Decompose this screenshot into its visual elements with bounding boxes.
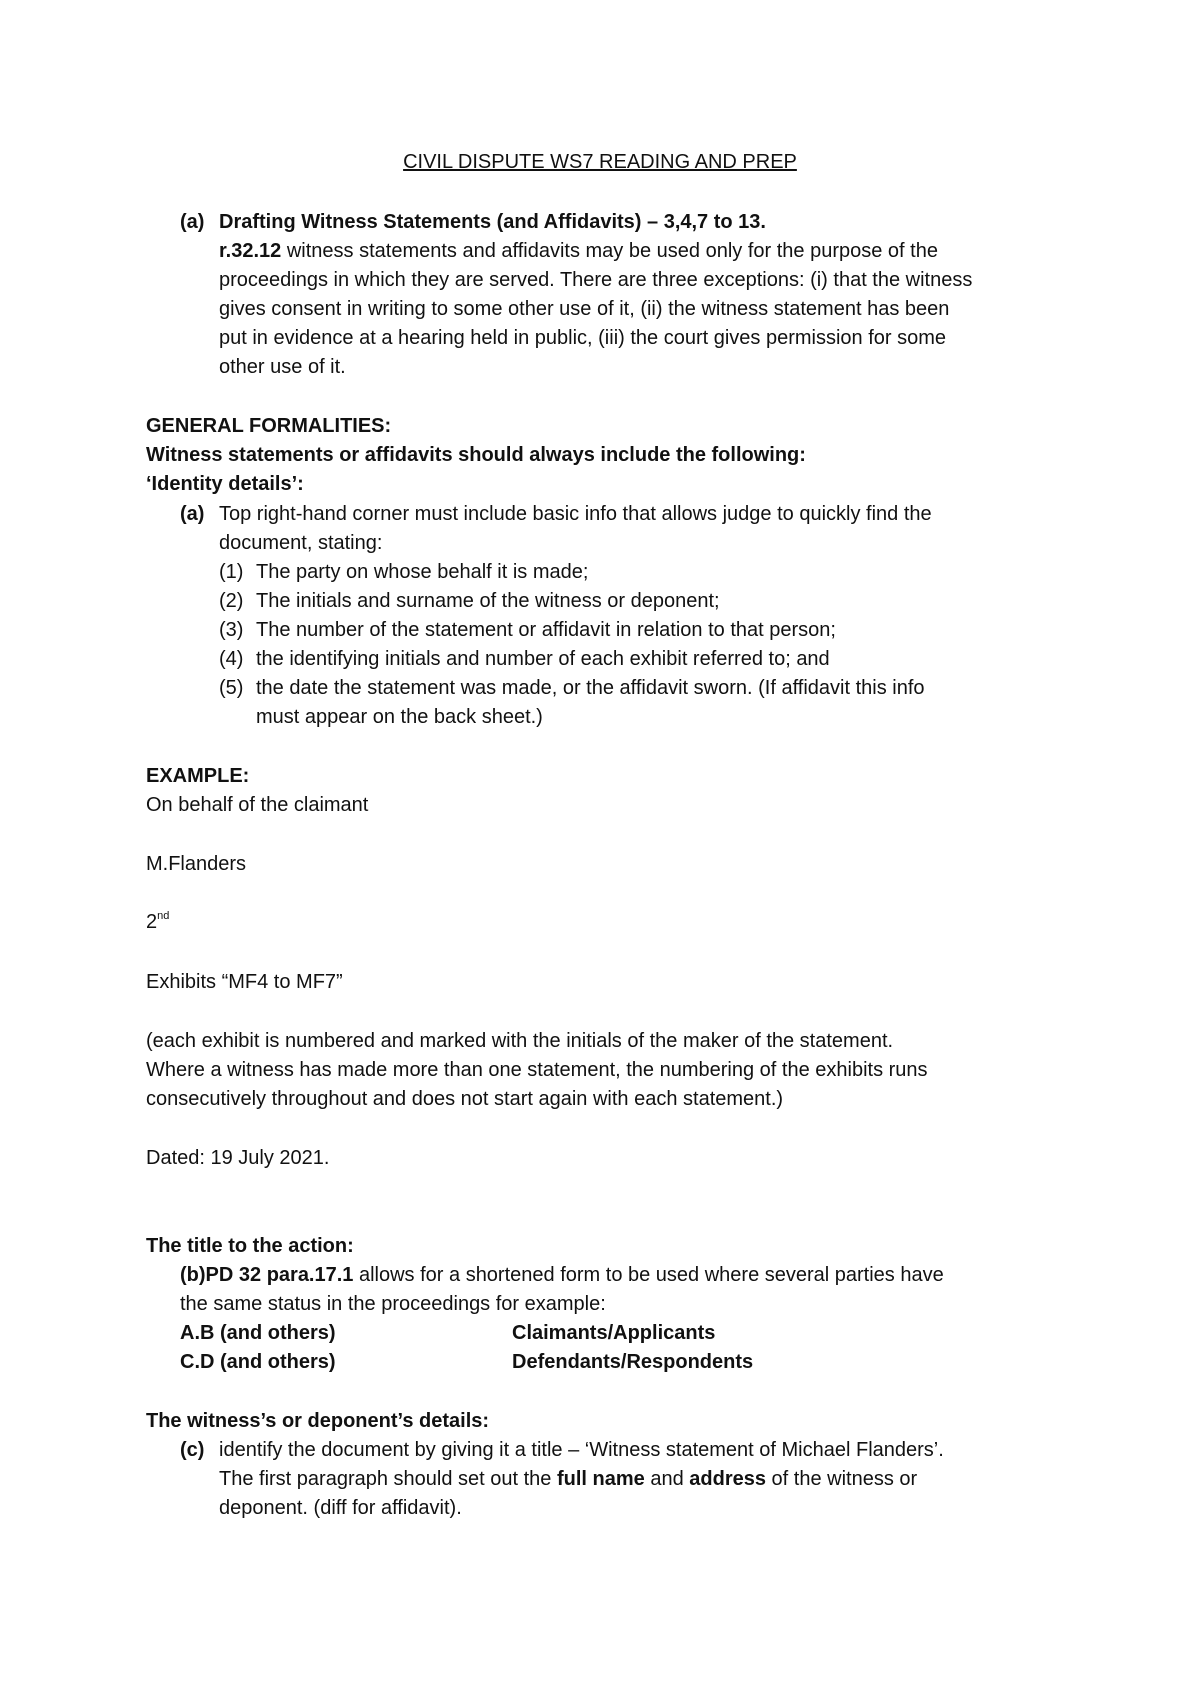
general-formalities-subheading: Witness statements or affidavits should always include the following: (146, 444, 806, 466)
list-item-text: The number of the statement or affidavit in relation to that person; (256, 619, 836, 641)
identity-marker: (a) (180, 503, 205, 525)
section-a-line-1 (219, 237, 938, 267)
party-role: Defendants/Respondents (512, 1351, 754, 1373)
title-action-line-1-text: allows for a shortened form to be used where several parties have (353, 1264, 944, 1286)
example-note-line-2: Where a witness has made more than one statement, the numbering of the exhibits runs (146, 1059, 928, 1081)
section-a-line-5: other use of it. (219, 356, 346, 378)
example-note-line-3: consecutively throughout and does not start again with each statement.) (146, 1088, 784, 1110)
witness-details-line-1: identify the document by giving it a title – ‘Witness statement of Michael Flanders’. (219, 1439, 944, 1461)
list-item-number: (5) (219, 677, 244, 699)
example-dated: Dated: 19 July 2021. (146, 1147, 330, 1169)
list-item-text: The party on whose behalf it is made; (256, 561, 589, 583)
section-a-line-2: proceedings in which they are served. There are three exceptions: (i) that the witness (219, 269, 973, 291)
list-item-number: (4) (219, 648, 244, 670)
address-emphasis: address (689, 1468, 766, 1490)
statement-number-suffix: nd (157, 910, 170, 922)
rule-reference: r.32.12 (219, 240, 282, 262)
witness-details-marker: (c) (180, 1439, 205, 1461)
party-name: A.B (and others) (180, 1322, 336, 1344)
example-note-line-1: (each exhibit is numbered and marked with the initials of the maker of the statement. (146, 1030, 894, 1052)
identity-line-1: Top right-hand corner must include basic info that allows judge to quickly find the (219, 503, 932, 525)
section-a-marker: (a) (180, 211, 205, 233)
list-item-number: (3) (219, 619, 244, 641)
list-item-text: The initials and surname of the witness or deponent; (256, 590, 720, 612)
list-item-text: the identifying initials and number of each exhibit referred to; and (256, 648, 830, 670)
section-a-heading: Drafting Witness Statements (and Affidavits) – 3,4,7 to 13. (219, 211, 766, 233)
example-party: On behalf of the claimant (146, 794, 369, 816)
witness-details-heading: The witness’s or deponent’s details: (146, 1410, 490, 1432)
title-action-line-2: the same status in the proceedings for example: (180, 1293, 606, 1315)
list-item-text: the date the statement was made, or the affidavit sworn. (If affidavit this info (256, 677, 925, 699)
example-witness-name: M.Flanders (146, 853, 247, 875)
document-title: CIVIL DISPUTE WS7 READING AND PREP (403, 151, 797, 173)
full-name-emphasis: full name (556, 1468, 645, 1490)
example-statement-number (146, 908, 169, 938)
witness-details-line-2 (219, 1465, 917, 1495)
list-item-number: (2) (219, 590, 244, 612)
witness-details-line-3: deponent. (diff for affidavit). (219, 1497, 462, 1519)
example-heading: EXAMPLE: (146, 765, 250, 787)
title-action-heading: The title to the action: (146, 1235, 354, 1257)
party-name: C.D (and others) (180, 1351, 336, 1373)
identity-line-2: document, stating: (219, 532, 383, 554)
title-action-line-1 (180, 1261, 944, 1291)
section-a-line-4: put in evidence at a hearing held in public, (iii) the court gives permission for some (219, 327, 947, 349)
statement-number: 2 (146, 911, 158, 933)
party-role: Claimants/Applicants (512, 1322, 716, 1344)
title-action-marker: (b) (180, 1264, 206, 1286)
example-exhibits: Exhibits “MF4 to MF7” (146, 971, 343, 993)
section-a-line-1-text: witness statements and affidavits may be used only for the purpose of the (281, 240, 938, 262)
practice-direction-reference: PD 32 para.17.1 (205, 1264, 354, 1286)
witness-details-text: The first paragraph should set out the (219, 1468, 557, 1490)
list-item-continuation: must appear on the back sheet.) (256, 706, 543, 728)
section-a-line-3: gives consent in writing to some other use of it, (ii) the witness statement has been (219, 298, 950, 320)
witness-details-text: of the witness or (765, 1468, 918, 1490)
list-item-number: (1) (219, 561, 244, 583)
general-formalities-heading: GENERAL FORMALITIES: (146, 415, 392, 437)
witness-details-text: and (644, 1468, 690, 1490)
identity-details-heading: ‘Identity details’: (146, 473, 304, 495)
